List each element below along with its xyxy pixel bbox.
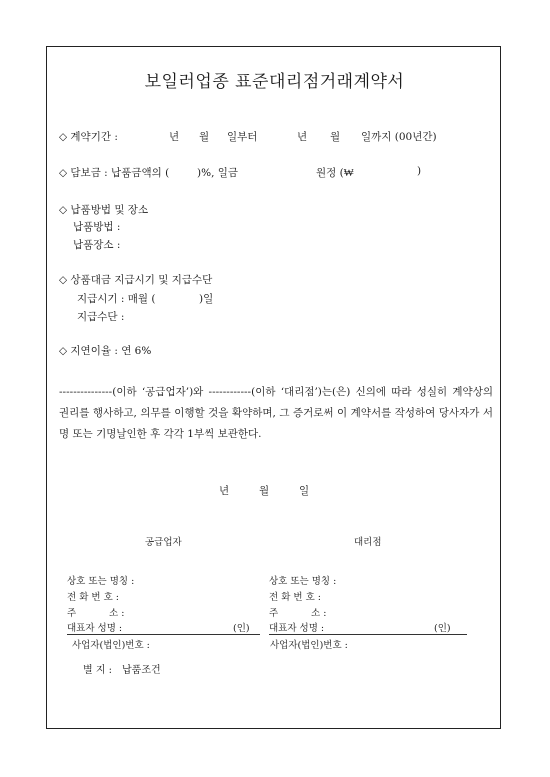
period-end-day: 일까지 (00년간) [361,131,437,143]
contract-period-label: ◇ 계약기간 : [59,131,118,143]
period-end-month: 월 [330,131,341,143]
supplier-phone: 전 화 번 호 : [67,592,119,603]
period-start-year: 년 [169,131,180,143]
supplier-name: 상호 또는 명칭 : [67,576,135,587]
late-interest: ◇ 지연이율 : 연 6% [59,345,152,357]
dealer-biz-number: 사업자(법인)번호 : [270,640,348,651]
dealer-representative: 대표자 성명 : [269,623,325,634]
dealer-divider [269,634,467,635]
collateral-label: ◇ 담보금 : 납품금액의 ( [59,167,170,179]
date-month: 월 [259,485,270,497]
dealer-heading: 대리점 [354,537,382,548]
payment-timing-suffix: )일 [199,293,214,305]
attachment-label: 별 지 : [83,665,113,676]
collateral-close: ) [417,165,422,177]
payment-timing: 지급시기 : 매월 ( [77,293,156,305]
contract-frame [46,46,501,729]
supplier-representative: 대표자 성명 : [67,623,123,634]
date-day: 일 [299,485,310,497]
attachment-value: 납품조건 [122,665,161,676]
dealer-phone: 전 화 번 호 : [269,592,321,603]
supplier-address-a: 주 [67,608,77,619]
collateral-won: 원정 (₩ [316,167,354,179]
payment-heading: ◇ 상품대금 지급시기 및 지급수단 [59,274,213,286]
document-title: 보일러업종 표준대리점거래계약서 [144,72,405,92]
date-year: 년 [219,485,230,497]
dealer-seal: (인) [434,623,451,634]
agreement-paragraph: ---------------(이하 ‘공급업자’)와 ------------(이하 ‘대리점’)는(은) 신의에 따라 성실히 계약상의 권리를 행사하고, 의무를 이행할 것을 확약하며, 그 증거로써 이 계약서를 작성하여 당사자가 서명 또는 기명날인한 후 각각 1부씩 보관한다. [59,386,493,440]
supplier-biz-number: 사업자(법인)번호 : [72,640,150,651]
dealer-address-a: 주 [269,608,279,619]
supplier-divider [67,634,260,635]
dealer-address-b: 소 : [311,608,327,619]
period-start-day: 일부터 [227,131,258,143]
dealer-name: 상호 또는 명칭 : [269,576,337,587]
period-start-month: 월 [199,131,210,143]
delivery-method: 납품방법 : [73,221,121,233]
period-end-year: 년 [297,131,308,143]
supplier-seal: (인) [233,623,250,634]
supplier-address-b: 소 : [109,608,125,619]
delivery-place: 납품장소 : [73,239,121,251]
delivery-heading: ◇ 납품방법 및 장소 [59,204,149,216]
payment-means: 지급수단 : [77,311,125,323]
supplier-heading: 공급업자 [145,537,182,548]
collateral-percent: )%, 일금 [197,167,239,179]
